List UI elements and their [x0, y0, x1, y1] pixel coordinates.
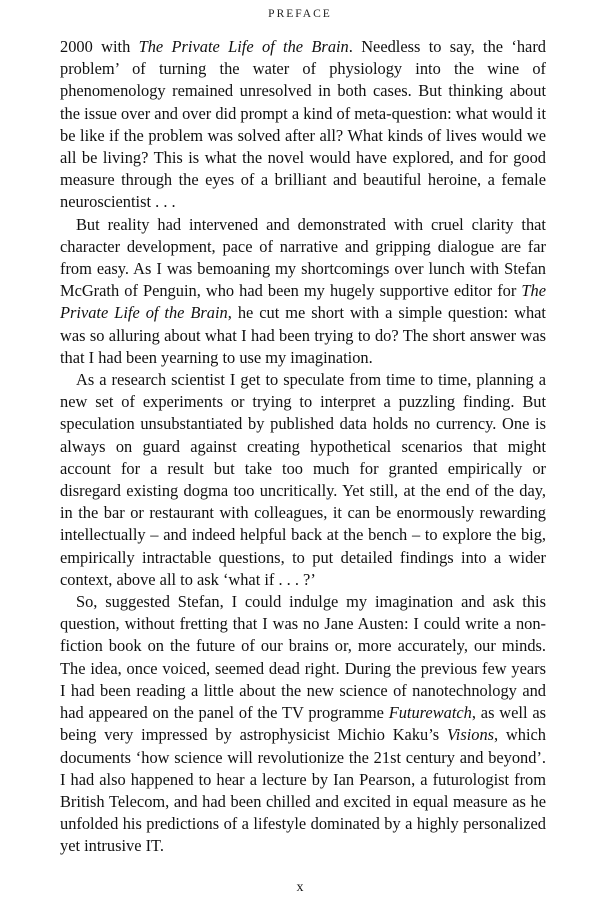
book-title: The Private Life of the Brain — [138, 37, 349, 56]
paragraph-3 — [60, 369, 546, 591]
programme-title: Futurewatch — [388, 703, 472, 723]
book-title: The Private Life of the Brain — [60, 281, 546, 323]
page-number: x — [296, 880, 304, 895]
text-segment: , as well as being very impressed by astrophysicist Michio Kaku’s — [60, 703, 546, 745]
body-text — [60, 36, 546, 858]
text-segment: 2000 with — [60, 37, 139, 56]
text-segment: But reality had intervened and demonstrated with cruel clarity that character development, pace of narrative and gripping dialogue are far from easy. As I was bemoaning my shortcomings over lunch with Stefan McGrath of Penguin, who had been my hugely supportive editor for — [60, 214, 546, 301]
paragraph-4 — [60, 591, 546, 857]
paragraph-2 — [60, 214, 546, 369]
book-title: Visions — [446, 725, 495, 745]
text-segment: So, suggested Stefan, I could indulge my imagination and ask this question, without fretting that I was no Jane Austen: I could write a non-fiction book on the future of our brains or, more accurately, our minds. The idea, once voiced, seemed dead right. During the previous few years I had been reading a little about the new science of nanotechnology and had appeared on the panel of the TV programme — [60, 592, 546, 723]
text-segment: , which documents ‘how science will revolutionize the 21st century and beyond’. I had also happened to hear a lecture by Ian Pearson, a futurologist from British Telecom, and had been chilled and excited in equal measure as he unfolded his predictions of a lifestyle dominated by a highly personalized yet intrusive IT. — [60, 725, 546, 856]
running-head: PREFACE — [268, 8, 332, 20]
text-segment: . Needless to say, the ‘hard problem’ of turning the water of physiology into the wine of phenomenology remained unresolved in both cases. But thinking about the issue over and over did prompt a kind of meta-question: what would it be like if the problem was solved after all? What kinds of lives would we all be living? This is what the novel would have explored, and for good measure through the eyes of a brilliant and beautiful heroine, a female neuroscientist . . . — [60, 37, 546, 212]
text-segment: As a research scientist I get to speculate from time to time, planning a new set of experiments or trying to interpret a puzzling finding. But speculation unsubstantiated by published data holds no currency. One is always on guard against creating hypothetical scenarios that might account for a result but take too much for granted empirically or disregard existing dogma too uncritically. Yet still, at the end of the day, in the bar or restaurant with colleagues, it can be enormously rewarding intellectually – and indeed helpful back at the bench – to explore the big, empirically intractable questions, to put detailed findings into a wider context, above all to ask ‘what if . . . ?’ — [60, 370, 546, 589]
paragraph-1 — [60, 36, 546, 214]
text-segment: , he cut me short with a simple question: what was so alluring about what I had been trying to do? The short answer was that I had been yearning to use my imagination. — [60, 303, 546, 367]
